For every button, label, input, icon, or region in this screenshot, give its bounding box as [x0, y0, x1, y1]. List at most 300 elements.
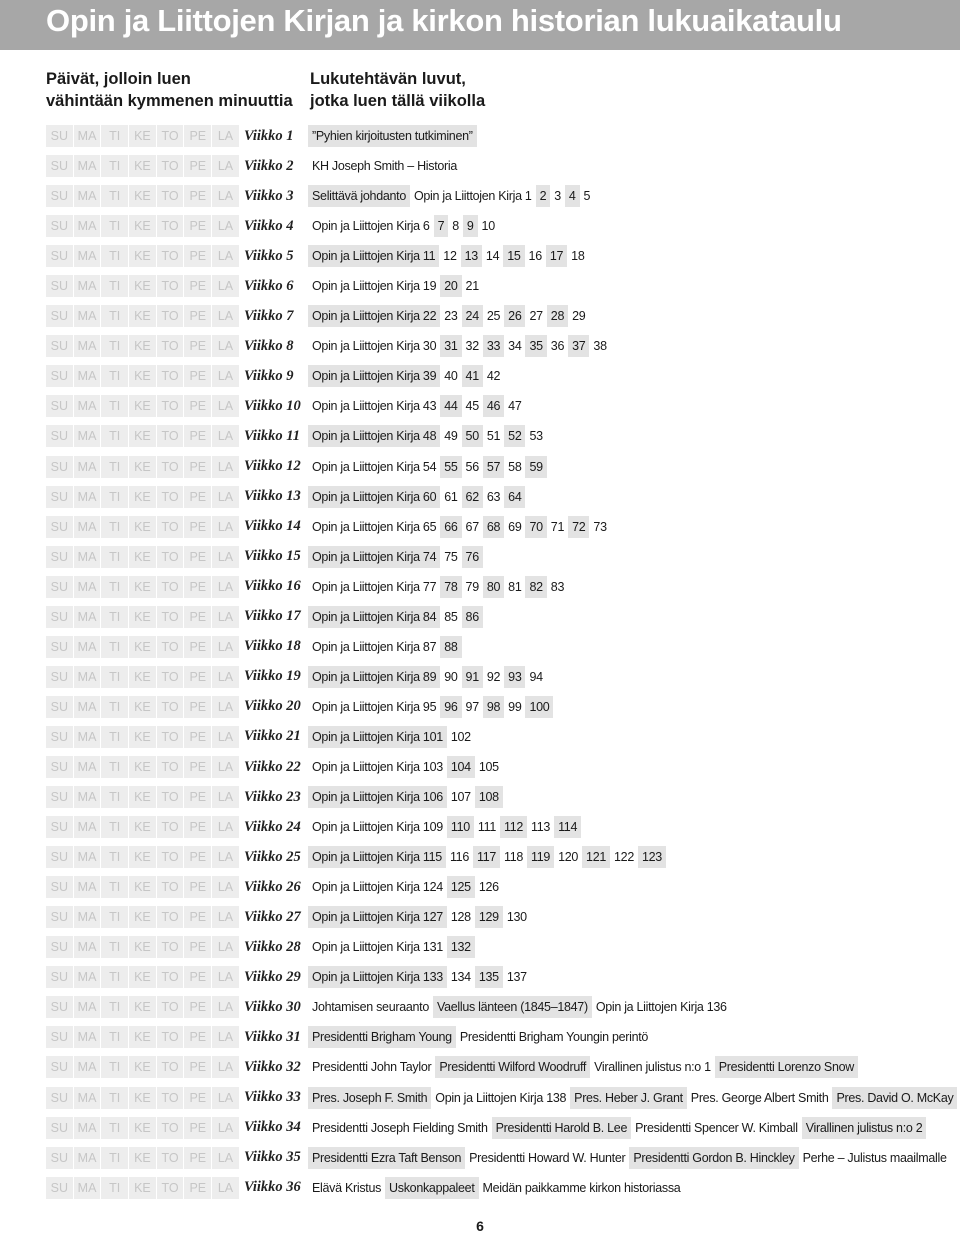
reading-chunk[interactable]: 130	[503, 906, 531, 928]
day-checkbox-su[interactable]: SU	[46, 215, 74, 237]
day-checkbox-ke[interactable]: KE	[129, 365, 157, 387]
reading-chunk[interactable]: 71	[547, 516, 568, 538]
day-checkbox-pe[interactable]: PE	[184, 516, 212, 538]
reading-chunk[interactable]: Opin ja Liittojen Kirja 48	[308, 425, 440, 447]
day-checkbox-la[interactable]: LA	[212, 1147, 240, 1169]
day-checkbox-pe[interactable]: PE	[184, 786, 212, 808]
reading-chunk[interactable]: 126	[475, 876, 503, 898]
reading-chunk[interactable]: Opin ja Liittojen Kirja 95	[308, 696, 440, 718]
day-checkbox-la[interactable]: LA	[212, 365, 240, 387]
day-checkbox-ma[interactable]: MA	[74, 726, 102, 748]
reading-chunk[interactable]: Perhe – Julistus maailmalle	[799, 1147, 951, 1169]
reading-chunk[interactable]: 90	[440, 666, 461, 688]
day-checkbox-su[interactable]: SU	[46, 576, 74, 598]
day-checkbox-pe[interactable]: PE	[184, 456, 212, 478]
reading-chunk[interactable]: 36	[547, 335, 568, 357]
day-checkbox-ma[interactable]: MA	[74, 486, 102, 508]
day-checkbox-ti[interactable]: TI	[101, 726, 129, 748]
reading-chunk[interactable]: 100	[525, 696, 553, 718]
day-checkbox-to[interactable]: TO	[157, 576, 185, 598]
reading-chunk[interactable]: Presidentti Harold B. Lee	[492, 1117, 631, 1139]
day-checkbox-ti[interactable]: TI	[101, 906, 129, 928]
day-checkbox-la[interactable]: LA	[212, 275, 240, 297]
reading-chunk[interactable]: 21	[462, 275, 483, 297]
reading-chunk[interactable]: 105	[475, 756, 503, 778]
day-checkbox-to[interactable]: TO	[157, 816, 185, 838]
day-checkbox-su[interactable]: SU	[46, 1177, 74, 1199]
day-checkbox-ke[interactable]: KE	[129, 1087, 157, 1109]
day-checkbox-pe[interactable]: PE	[184, 636, 212, 658]
day-checkbox-ke[interactable]: KE	[129, 546, 157, 568]
reading-chunk[interactable]: 53	[525, 425, 546, 447]
day-checkbox-ti[interactable]: TI	[101, 996, 129, 1018]
day-checkbox-ke[interactable]: KE	[129, 395, 157, 417]
reading-chunk[interactable]: 51	[483, 425, 504, 447]
reading-chunk[interactable]: 69	[504, 516, 525, 538]
reading-chunk[interactable]: Opin ja Liittojen Kirja 127	[308, 906, 447, 928]
reading-chunk[interactable]: 134	[447, 966, 475, 988]
day-checkbox-la[interactable]: LA	[212, 936, 240, 958]
reading-chunk[interactable]: Opin ja Liittojen Kirja 65	[308, 516, 440, 538]
day-checkbox-su[interactable]: SU	[46, 1147, 74, 1169]
reading-chunk[interactable]: 125	[447, 876, 475, 898]
day-checkbox-pe[interactable]: PE	[184, 245, 212, 267]
day-checkbox-ma[interactable]: MA	[74, 636, 102, 658]
day-checkbox-pe[interactable]: PE	[184, 666, 212, 688]
day-checkbox-to[interactable]: TO	[157, 275, 185, 297]
day-checkbox-to[interactable]: TO	[157, 696, 185, 718]
day-checkbox-su[interactable]: SU	[46, 906, 74, 928]
day-checkbox-pe[interactable]: PE	[184, 155, 212, 177]
reading-chunk[interactable]: 83	[547, 576, 568, 598]
day-checkbox-pe[interactable]: PE	[184, 1087, 212, 1109]
day-checkbox-pe[interactable]: PE	[184, 816, 212, 838]
day-checkbox-to[interactable]: TO	[157, 1056, 185, 1078]
day-checkbox-ma[interactable]: MA	[74, 696, 102, 718]
reading-chunk[interactable]: 110	[447, 816, 474, 838]
day-checkbox-ma[interactable]: MA	[74, 425, 102, 447]
day-checkbox-la[interactable]: LA	[212, 606, 240, 628]
reading-chunk[interactable]: Opin ja Liittojen Kirja 106	[308, 786, 447, 808]
day-checkbox-ti[interactable]: TI	[101, 1087, 129, 1109]
day-checkbox-su[interactable]: SU	[46, 486, 74, 508]
reading-chunk[interactable]: 17	[546, 245, 567, 267]
day-checkbox-ma[interactable]: MA	[74, 516, 102, 538]
reading-chunk[interactable]: 111	[474, 816, 500, 838]
reading-chunk[interactable]: 68	[483, 516, 504, 538]
reading-chunk[interactable]: Virallinen julistus n:o 1	[590, 1056, 715, 1078]
day-checkbox-su[interactable]: SU	[46, 1026, 74, 1048]
day-checkbox-to[interactable]: TO	[157, 185, 185, 207]
day-checkbox-to[interactable]: TO	[157, 846, 185, 868]
day-checkbox-pe[interactable]: PE	[184, 335, 212, 357]
reading-chunk[interactable]: 14	[482, 245, 503, 267]
day-checkbox-su[interactable]: SU	[46, 846, 74, 868]
day-checkbox-ti[interactable]: TI	[101, 155, 129, 177]
reading-chunk[interactable]: Opin ja Liittojen Kirja 39	[308, 365, 440, 387]
day-checkbox-la[interactable]: LA	[212, 576, 240, 598]
reading-chunk[interactable]: Vaellus länteen (1845–1847)	[433, 996, 592, 1018]
day-checkbox-su[interactable]: SU	[46, 756, 74, 778]
day-checkbox-la[interactable]: LA	[212, 906, 240, 928]
reading-chunk[interactable]: Elävä Kristus	[308, 1177, 385, 1199]
reading-chunk[interactable]: Presidentti Spencer W. Kimball	[631, 1117, 802, 1139]
day-checkbox-ti[interactable]: TI	[101, 395, 129, 417]
day-checkbox-ti[interactable]: TI	[101, 966, 129, 988]
day-checkbox-la[interactable]: LA	[212, 245, 240, 267]
day-checkbox-ke[interactable]: KE	[129, 335, 157, 357]
day-checkbox-la[interactable]: LA	[212, 215, 240, 237]
day-checkbox-la[interactable]: LA	[212, 786, 240, 808]
day-checkbox-la[interactable]: LA	[212, 335, 240, 357]
reading-chunk[interactable]: Opin ja Liittojen Kirja 19	[308, 275, 440, 297]
day-checkbox-su[interactable]: SU	[46, 516, 74, 538]
day-checkbox-pe[interactable]: PE	[184, 576, 212, 598]
reading-chunk[interactable]: 73	[589, 516, 610, 538]
day-checkbox-to[interactable]: TO	[157, 1117, 185, 1139]
day-checkbox-to[interactable]: TO	[157, 906, 185, 928]
day-checkbox-pe[interactable]: PE	[184, 1056, 212, 1078]
day-checkbox-ti[interactable]: TI	[101, 1147, 129, 1169]
day-checkbox-ma[interactable]: MA	[74, 576, 102, 598]
reading-chunk[interactable]: Opin ja Liittojen Kirja 77	[308, 576, 440, 598]
reading-chunk[interactable]: Presidentti Brigham Youngin perintö	[456, 1026, 652, 1048]
reading-chunk[interactable]: 63	[483, 486, 504, 508]
day-checkbox-la[interactable]: LA	[212, 876, 240, 898]
reading-chunk[interactable]: 98	[483, 696, 504, 718]
reading-chunk[interactable]: 62	[462, 486, 483, 508]
day-checkbox-ti[interactable]: TI	[101, 516, 129, 538]
day-checkbox-su[interactable]: SU	[46, 245, 74, 267]
day-checkbox-pe[interactable]: PE	[184, 305, 212, 327]
day-checkbox-su[interactable]: SU	[46, 786, 74, 808]
day-checkbox-pe[interactable]: PE	[184, 876, 212, 898]
reading-chunk[interactable]: Presidentti Lorenzo Snow	[715, 1056, 858, 1078]
day-checkbox-ma[interactable]: MA	[74, 906, 102, 928]
reading-chunk[interactable]: 2	[536, 185, 551, 207]
day-checkbox-to[interactable]: TO	[157, 786, 185, 808]
day-checkbox-to[interactable]: TO	[157, 726, 185, 748]
day-checkbox-su[interactable]: SU	[46, 636, 74, 658]
reading-chunk[interactable]: Meidän paikkamme kirkon historiassa	[479, 1177, 685, 1199]
reading-chunk[interactable]: 80	[483, 576, 504, 598]
reading-chunk[interactable]: 24	[462, 305, 483, 327]
day-checkbox-la[interactable]: LA	[212, 1087, 240, 1109]
day-checkbox-to[interactable]: TO	[157, 215, 185, 237]
reading-chunk[interactable]: Selittävä johdanto	[308, 185, 410, 207]
reading-chunk[interactable]: 12	[439, 245, 460, 267]
day-checkbox-ke[interactable]: KE	[129, 696, 157, 718]
reading-chunk[interactable]: Virallinen julistus n:o 2	[802, 1117, 927, 1139]
reading-chunk[interactable]: 5	[580, 185, 595, 207]
day-checkbox-ke[interactable]: KE	[129, 576, 157, 598]
day-checkbox-to[interactable]: TO	[157, 1087, 185, 1109]
reading-chunk[interactable]: 55	[440, 456, 461, 478]
day-checkbox-ke[interactable]: KE	[129, 936, 157, 958]
day-checkbox-ke[interactable]: KE	[129, 966, 157, 988]
day-checkbox-ma[interactable]: MA	[74, 666, 102, 688]
day-checkbox-to[interactable]: TO	[157, 486, 185, 508]
reading-chunk[interactable]: 4	[565, 185, 580, 207]
day-checkbox-ma[interactable]: MA	[74, 846, 102, 868]
reading-chunk[interactable]: 93	[504, 666, 525, 688]
reading-chunk[interactable]: 9	[463, 215, 478, 237]
reading-chunk[interactable]: 67	[462, 516, 483, 538]
day-checkbox-ti[interactable]: TI	[101, 1117, 129, 1139]
day-checkbox-ke[interactable]: KE	[129, 846, 157, 868]
reading-chunk[interactable]: 114	[554, 816, 581, 838]
reading-chunk[interactable]: 116	[446, 846, 473, 868]
day-checkbox-su[interactable]: SU	[46, 456, 74, 478]
day-checkbox-ti[interactable]: TI	[101, 1026, 129, 1048]
day-checkbox-pe[interactable]: PE	[184, 756, 212, 778]
day-checkbox-ke[interactable]: KE	[129, 1177, 157, 1199]
day-checkbox-pe[interactable]: PE	[184, 726, 212, 748]
reading-chunk[interactable]: Pres. Heber J. Grant	[570, 1087, 687, 1109]
reading-chunk[interactable]: 27	[525, 305, 546, 327]
reading-chunk[interactable]: 18	[567, 245, 588, 267]
reading-chunk[interactable]: Opin ja Liittojen Kirja 43	[308, 395, 440, 417]
day-checkbox-ma[interactable]: MA	[74, 365, 102, 387]
day-checkbox-ma[interactable]: MA	[74, 546, 102, 568]
reading-chunk[interactable]: 61	[440, 486, 461, 508]
day-checkbox-ma[interactable]: MA	[74, 155, 102, 177]
reading-chunk[interactable]: 10	[478, 215, 499, 237]
day-checkbox-su[interactable]: SU	[46, 606, 74, 628]
day-checkbox-ti[interactable]: TI	[101, 666, 129, 688]
day-checkbox-to[interactable]: TO	[157, 456, 185, 478]
reading-chunk[interactable]: 15	[503, 245, 524, 267]
day-checkbox-ke[interactable]: KE	[129, 456, 157, 478]
day-checkbox-la[interactable]: LA	[212, 756, 240, 778]
day-checkbox-ke[interactable]: KE	[129, 305, 157, 327]
day-checkbox-ti[interactable]: TI	[101, 546, 129, 568]
day-checkbox-pe[interactable]: PE	[184, 125, 212, 147]
reading-chunk[interactable]: 42	[483, 365, 504, 387]
reading-chunk[interactable]: Opin ja Liittojen Kirja 30	[308, 335, 440, 357]
day-checkbox-su[interactable]: SU	[46, 1117, 74, 1139]
day-checkbox-to[interactable]: TO	[157, 756, 185, 778]
reading-chunk[interactable]: 38	[589, 335, 610, 357]
reading-chunk[interactable]: Opin ja Liittojen Kirja 22	[308, 305, 440, 327]
day-checkbox-ma[interactable]: MA	[74, 1056, 102, 1078]
day-checkbox-to[interactable]: TO	[157, 425, 185, 447]
day-checkbox-su[interactable]: SU	[46, 696, 74, 718]
day-checkbox-su[interactable]: SU	[46, 275, 74, 297]
reading-chunk[interactable]: Presidentti Gordon B. Hinckley	[629, 1147, 798, 1169]
reading-chunk[interactable]: 33	[483, 335, 504, 357]
reading-chunk[interactable]: 28	[547, 305, 568, 327]
day-checkbox-ma[interactable]: MA	[74, 1087, 102, 1109]
reading-chunk[interactable]: Opin ja Liittojen Kirja 138	[431, 1087, 570, 1109]
day-checkbox-ma[interactable]: MA	[74, 816, 102, 838]
day-checkbox-ti[interactable]: TI	[101, 125, 129, 147]
day-checkbox-su[interactable]: SU	[46, 546, 74, 568]
day-checkbox-ma[interactable]: MA	[74, 1026, 102, 1048]
day-checkbox-ke[interactable]: KE	[129, 666, 157, 688]
day-checkbox-ti[interactable]: TI	[101, 936, 129, 958]
day-checkbox-la[interactable]: LA	[212, 395, 240, 417]
day-checkbox-su[interactable]: SU	[46, 936, 74, 958]
day-checkbox-pe[interactable]: PE	[184, 846, 212, 868]
reading-chunk[interactable]: 45	[462, 395, 483, 417]
reading-chunk[interactable]: 107	[447, 786, 475, 808]
day-checkbox-to[interactable]: TO	[157, 155, 185, 177]
reading-chunk[interactable]: 82	[525, 576, 546, 598]
day-checkbox-pe[interactable]: PE	[184, 906, 212, 928]
day-checkbox-ma[interactable]: MA	[74, 395, 102, 417]
day-checkbox-pe[interactable]: PE	[184, 966, 212, 988]
day-checkbox-ke[interactable]: KE	[129, 486, 157, 508]
reading-chunk[interactable]: Opin ja Liittojen Kirja 1	[410, 185, 536, 207]
day-checkbox-su[interactable]: SU	[46, 666, 74, 688]
day-checkbox-to[interactable]: TO	[157, 1177, 185, 1199]
day-checkbox-pe[interactable]: PE	[184, 425, 212, 447]
reading-chunk[interactable]: 31	[440, 335, 461, 357]
day-checkbox-la[interactable]: LA	[212, 155, 240, 177]
day-checkbox-la[interactable]: LA	[212, 1056, 240, 1078]
reading-chunk[interactable]: Presidentti Brigham Young	[308, 1026, 456, 1048]
reading-chunk[interactable]: 102	[447, 726, 475, 748]
reading-chunk[interactable]: 113	[527, 816, 554, 838]
reading-chunk[interactable]: 70	[525, 516, 546, 538]
day-checkbox-to[interactable]: TO	[157, 395, 185, 417]
reading-chunk[interactable]: 88	[440, 636, 461, 658]
day-checkbox-ti[interactable]: TI	[101, 696, 129, 718]
reading-chunk[interactable]: 78	[440, 576, 461, 598]
reading-chunk[interactable]: 35	[525, 335, 546, 357]
day-checkbox-ma[interactable]: MA	[74, 335, 102, 357]
day-checkbox-ma[interactable]: MA	[74, 876, 102, 898]
reading-chunk[interactable]: Presidentti Howard W. Hunter	[465, 1147, 629, 1169]
reading-chunk[interactable]: 92	[483, 666, 504, 688]
reading-chunk[interactable]: Opin ja Liittojen Kirja 89	[308, 666, 440, 688]
day-checkbox-ti[interactable]: TI	[101, 335, 129, 357]
day-checkbox-ke[interactable]: KE	[129, 756, 157, 778]
day-checkbox-ma[interactable]: MA	[74, 215, 102, 237]
reading-chunk[interactable]: 75	[440, 546, 461, 568]
reading-chunk[interactable]: 56	[462, 456, 483, 478]
reading-chunk[interactable]: 13	[461, 245, 482, 267]
day-checkbox-ma[interactable]: MA	[74, 1117, 102, 1139]
reading-chunk[interactable]: Pres. Joseph F. Smith	[308, 1087, 431, 1109]
day-checkbox-ke[interactable]: KE	[129, 185, 157, 207]
reading-chunk[interactable]: 52	[504, 425, 525, 447]
reading-chunk[interactable]: 58	[504, 456, 525, 478]
day-checkbox-pe[interactable]: PE	[184, 996, 212, 1018]
day-checkbox-ti[interactable]: TI	[101, 846, 129, 868]
reading-chunk[interactable]: 122	[610, 846, 638, 868]
reading-chunk[interactable]: 135	[475, 966, 503, 988]
day-checkbox-ke[interactable]: KE	[129, 876, 157, 898]
day-checkbox-ti[interactable]: TI	[101, 636, 129, 658]
day-checkbox-la[interactable]: LA	[212, 486, 240, 508]
day-checkbox-ti[interactable]: TI	[101, 365, 129, 387]
day-checkbox-pe[interactable]: PE	[184, 606, 212, 628]
day-checkbox-pe[interactable]: PE	[184, 275, 212, 297]
day-checkbox-ke[interactable]: KE	[129, 816, 157, 838]
reading-chunk[interactable]: 29	[568, 305, 589, 327]
day-checkbox-ke[interactable]: KE	[129, 1117, 157, 1139]
reading-chunk[interactable]: Presidentti Ezra Taft Benson	[308, 1147, 465, 1169]
day-checkbox-su[interactable]: SU	[46, 155, 74, 177]
day-checkbox-to[interactable]: TO	[157, 936, 185, 958]
reading-chunk[interactable]: 112	[500, 816, 527, 838]
reading-chunk[interactable]: 3	[550, 185, 565, 207]
reading-chunk[interactable]: Opin ja Liittojen Kirja 54	[308, 456, 440, 478]
reading-chunk[interactable]: 50	[462, 425, 483, 447]
reading-chunk[interactable]: 49	[440, 425, 461, 447]
day-checkbox-su[interactable]: SU	[46, 876, 74, 898]
reading-chunk[interactable]: 37	[568, 335, 589, 357]
reading-chunk[interactable]: 118	[500, 846, 527, 868]
day-checkbox-to[interactable]: TO	[157, 305, 185, 327]
reading-chunk[interactable]: 117	[473, 846, 500, 868]
reading-chunk[interactable]: 79	[462, 576, 483, 598]
day-checkbox-la[interactable]: LA	[212, 666, 240, 688]
day-checkbox-ma[interactable]: MA	[74, 1147, 102, 1169]
day-checkbox-su[interactable]: SU	[46, 966, 74, 988]
day-checkbox-ma[interactable]: MA	[74, 786, 102, 808]
reading-chunk[interactable]: 16	[525, 245, 546, 267]
reading-chunk[interactable]: 76	[462, 546, 483, 568]
day-checkbox-ke[interactable]: KE	[129, 906, 157, 928]
day-checkbox-ke[interactable]: KE	[129, 1026, 157, 1048]
day-checkbox-pe[interactable]: PE	[184, 936, 212, 958]
reading-chunk[interactable]: 20	[440, 275, 461, 297]
day-checkbox-to[interactable]: TO	[157, 666, 185, 688]
reading-chunk[interactable]: 119	[527, 846, 554, 868]
reading-chunk[interactable]: Pres. George Albert Smith	[687, 1087, 833, 1109]
day-checkbox-ma[interactable]: MA	[74, 125, 102, 147]
reading-chunk[interactable]: 23	[440, 305, 461, 327]
day-checkbox-la[interactable]: LA	[212, 1177, 240, 1199]
reading-chunk[interactable]: 91	[462, 666, 483, 688]
reading-chunk[interactable]: 72	[568, 516, 589, 538]
reading-chunk[interactable]: 26	[504, 305, 525, 327]
reading-chunk[interactable]: 46	[483, 395, 504, 417]
day-checkbox-to[interactable]: TO	[157, 125, 185, 147]
day-checkbox-la[interactable]: LA	[212, 966, 240, 988]
day-checkbox-ma[interactable]: MA	[74, 185, 102, 207]
day-checkbox-to[interactable]: TO	[157, 245, 185, 267]
day-checkbox-la[interactable]: LA	[212, 305, 240, 327]
day-checkbox-ti[interactable]: TI	[101, 1177, 129, 1199]
day-checkbox-ma[interactable]: MA	[74, 1177, 102, 1199]
day-checkbox-ke[interactable]: KE	[129, 516, 157, 538]
day-checkbox-la[interactable]: LA	[212, 846, 240, 868]
day-checkbox-pe[interactable]: PE	[184, 1026, 212, 1048]
day-checkbox-ti[interactable]: TI	[101, 606, 129, 628]
reading-chunk[interactable]: 99	[504, 696, 525, 718]
day-checkbox-to[interactable]: TO	[157, 335, 185, 357]
reading-chunk[interactable]: 104	[447, 756, 475, 778]
reading-chunk[interactable]: 120	[554, 846, 582, 868]
reading-chunk[interactable]: 96	[440, 696, 461, 718]
reading-chunk[interactable]: 66	[440, 516, 461, 538]
reading-chunk[interactable]: Opin ja Liittojen Kirja 133	[308, 966, 447, 988]
day-checkbox-ti[interactable]: TI	[101, 245, 129, 267]
day-checkbox-pe[interactable]: PE	[184, 486, 212, 508]
day-checkbox-ma[interactable]: MA	[74, 245, 102, 267]
day-checkbox-la[interactable]: LA	[212, 816, 240, 838]
day-checkbox-ti[interactable]: TI	[101, 486, 129, 508]
day-checkbox-ti[interactable]: TI	[101, 215, 129, 237]
reading-chunk[interactable]: Opin ja Liittojen Kirja 103	[308, 756, 447, 778]
day-checkbox-ma[interactable]: MA	[74, 606, 102, 628]
day-checkbox-pe[interactable]: PE	[184, 185, 212, 207]
reading-chunk[interactable]: 94	[525, 666, 546, 688]
